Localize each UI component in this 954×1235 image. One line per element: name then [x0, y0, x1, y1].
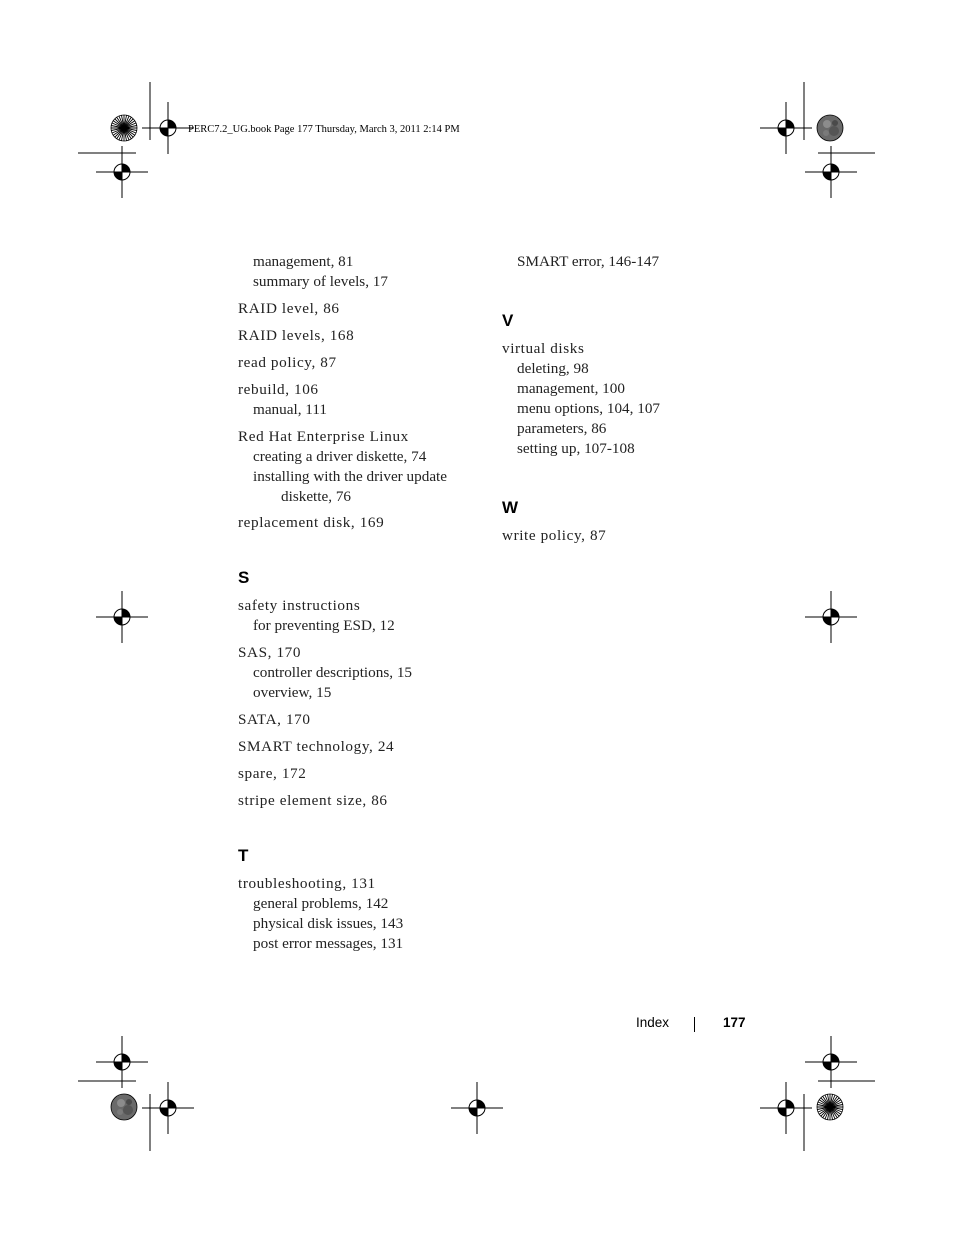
- index-entry: replacement disk, 169: [238, 514, 385, 531]
- index-entry: SMART technology, 24: [238, 738, 395, 755]
- page-footer: [636, 1015, 746, 1030]
- index-subentry: management, 100: [517, 380, 625, 397]
- index-entry: read policy, 87: [238, 354, 337, 371]
- index-subentry: SMART error, 146-147: [517, 253, 660, 270]
- index-subentry: overview, 15: [253, 684, 332, 701]
- index-group-continued: [502, 252, 752, 272]
- index-entry: write policy, 87: [502, 527, 607, 544]
- index-subentry: deleting, 98: [517, 360, 589, 377]
- index-entry: SAS, 170: [238, 644, 302, 661]
- index-group-s: [238, 596, 488, 811]
- index-letter-v: V: [502, 311, 514, 330]
- index-group-v: [502, 339, 752, 459]
- index-subentry: setting up, 107-108: [517, 440, 635, 457]
- index-entry: RAID level, 86: [238, 300, 340, 317]
- index-subentry: creating a driver diskette, 74: [253, 448, 427, 465]
- index-entry: stripe element size, 86: [238, 792, 388, 809]
- print-header: PERC7.2_UG.book Page 177 Thursday, March 3, 2011 2:14 PM: [188, 124, 460, 135]
- index-column-right: [502, 252, 752, 546]
- index-letter-w: W: [502, 498, 519, 517]
- index-entry: safety instructions: [238, 597, 361, 614]
- page-number: 177: [723, 1015, 746, 1030]
- index-subentry: for preventing ESD, 12: [253, 617, 395, 634]
- index-entry: spare, 172: [238, 765, 307, 782]
- index-letter-t: T: [238, 846, 249, 865]
- index-subentry: controller descriptions, 15: [253, 664, 413, 681]
- index-subentry: installing with the driver update: [253, 468, 448, 485]
- index-subentry: menu options, 104, 107: [517, 400, 661, 417]
- index-group-r-continued: [238, 252, 488, 533]
- footer-section-label: Index: [636, 1015, 670, 1030]
- index-subentry: management, 81: [253, 253, 354, 270]
- index-entry: virtual disks: [502, 340, 585, 357]
- footer-divider: [694, 1017, 695, 1032]
- index-subentry: physical disk issues, 143: [253, 915, 404, 932]
- index-subentry: post error messages, 131: [253, 935, 404, 952]
- index-group-t: [238, 874, 488, 954]
- index-subentry: general problems, 142: [253, 895, 389, 912]
- index-letter-s: S: [238, 568, 250, 587]
- index-subentry: manual, 111: [253, 401, 327, 418]
- index-column-left: [238, 252, 488, 954]
- index-group-w: [502, 526, 752, 546]
- index-entry: rebuild, 106: [238, 381, 319, 398]
- index-entry: Red Hat Enterprise Linux: [238, 428, 409, 445]
- index-subentry: parameters, 86: [517, 420, 607, 437]
- index-entry: SATA, 170: [238, 711, 311, 728]
- index-subentry: diskette, 76: [281, 488, 352, 505]
- index-entry: RAID levels, 168: [238, 327, 355, 344]
- index-subentry: summary of levels, 17: [253, 273, 388, 290]
- index-entry: troubleshooting, 131: [238, 875, 376, 892]
